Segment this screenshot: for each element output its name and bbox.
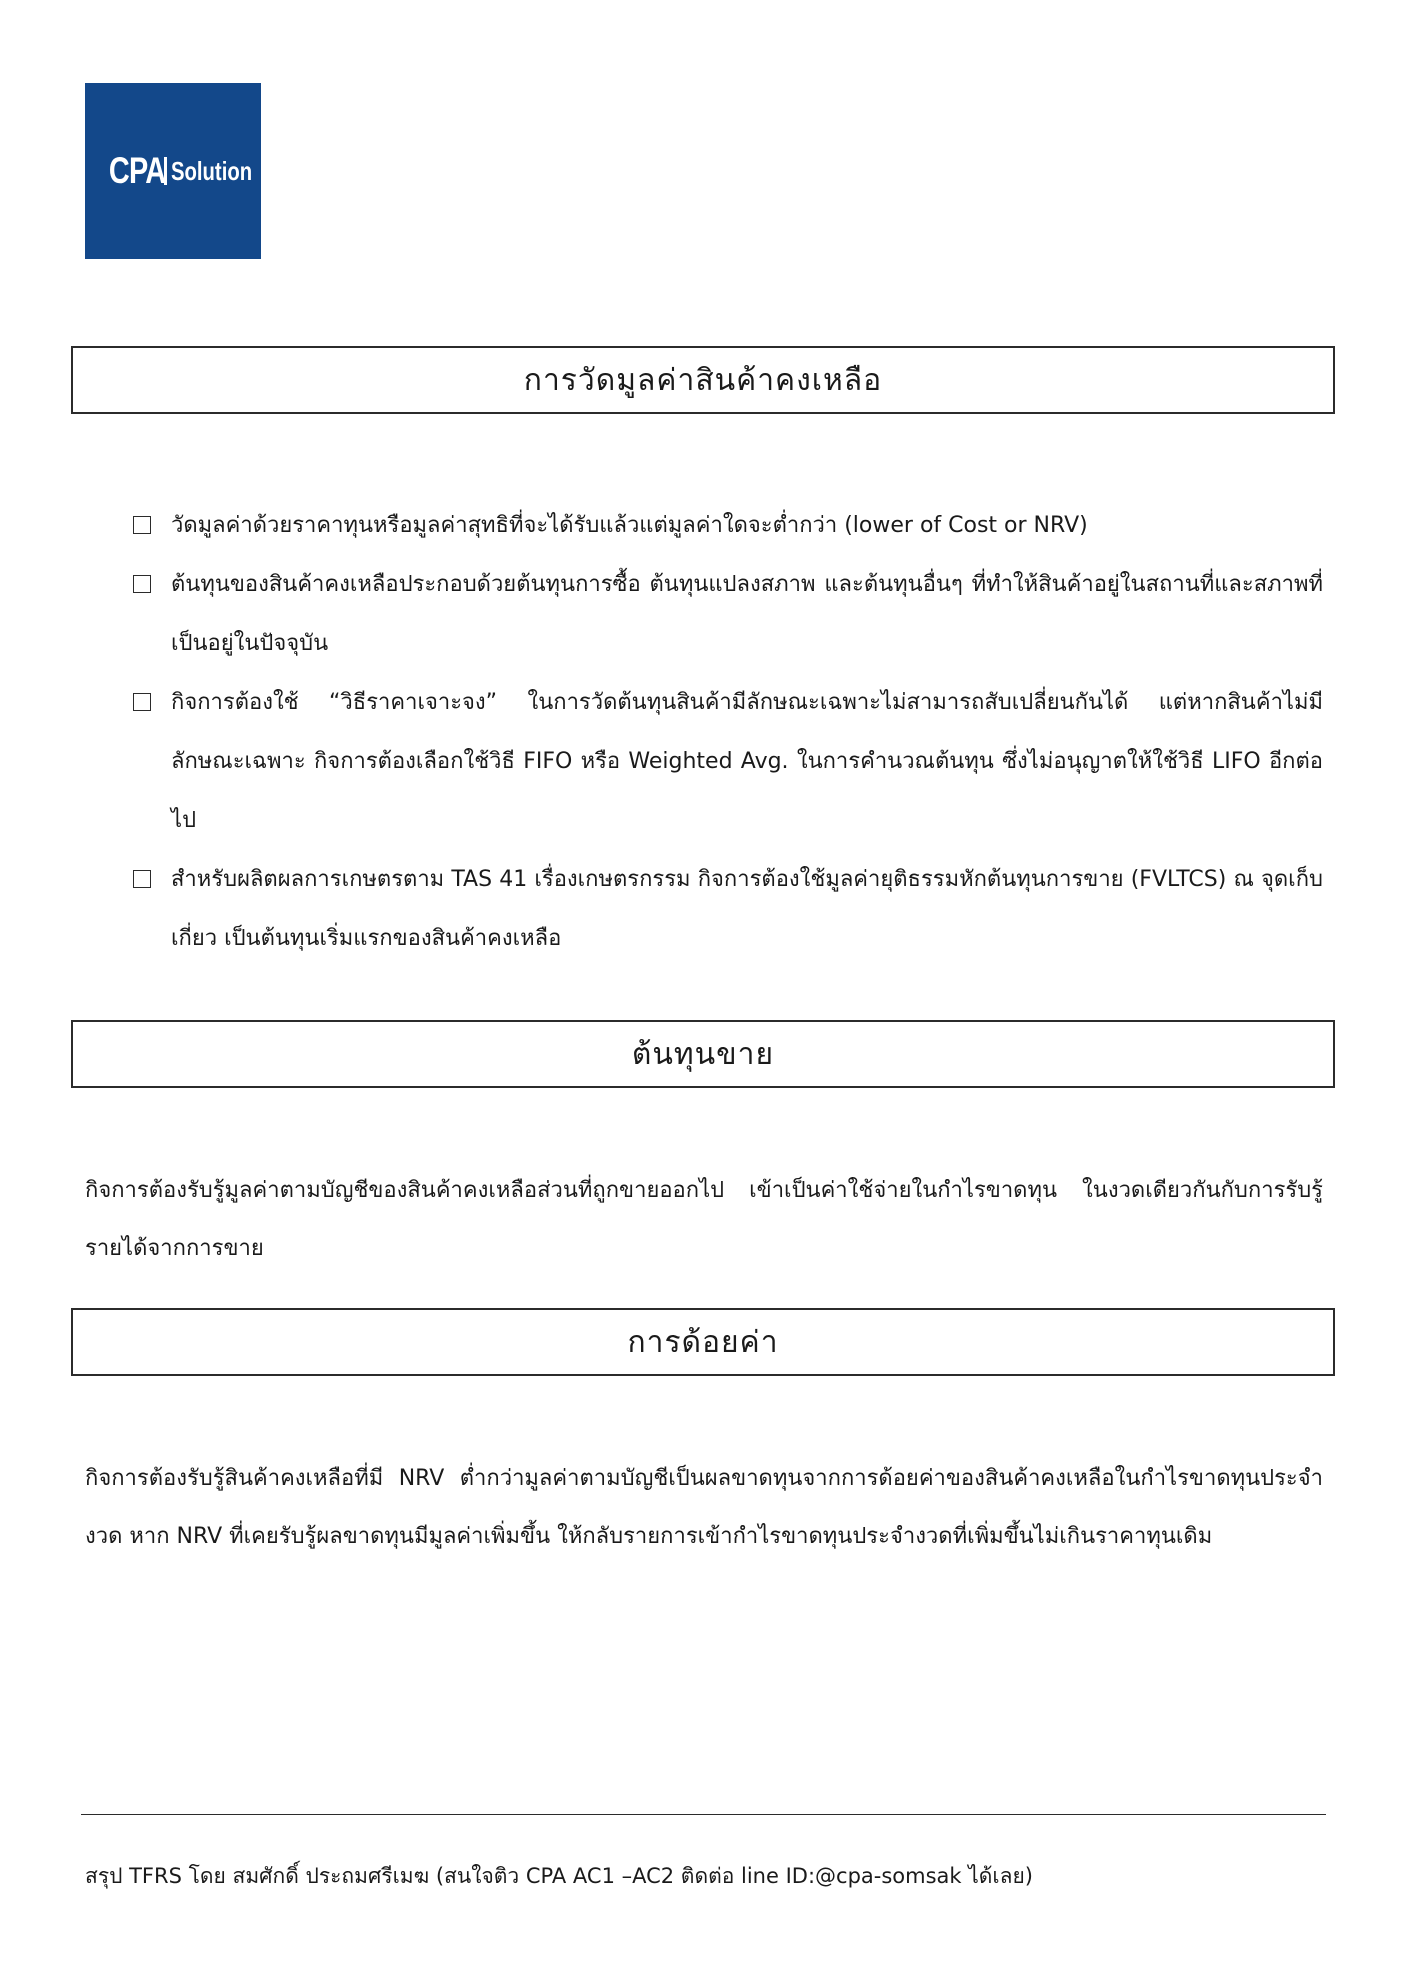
bullet-item [133, 555, 1323, 673]
footer-divider [81, 1814, 1326, 1815]
bullet-text: สำหรับผลิตผลการเกษตรตาม TAS 41 เรื่องเกษตรกรรม กิจการต้องใช้มูลค่ายุติธรรมหักต้นทุนการขาย (FVLTCS) ณ จุดเก็บเกี่ยว เป็นต้นทุนเริ่มแรกของสินค้าคงเหลือ [171, 867, 1323, 951]
footer-text: สรุป TFRS โดย สมศักดิ์ ประถมศรีเมฆ (สนใจติว CPA AC1 –AC2 ติดต่อ line ID:@cpa-somsak ได้เลย) [85, 1864, 1033, 1888]
bullet-item [133, 850, 1323, 968]
checkbox-bullet-icon [133, 693, 151, 711]
bullet-text: วัดมูลค่าด้วยราคาทุนหรือมูลค่าสุทธิที่จะได้รับแล้วแต่มูลค่าใดจะต่ำกว่า (lower of Cost or NRV) [171, 513, 1088, 538]
section-heading-cost-of-sales: ต้นทุนขาย [71, 1020, 1335, 1088]
section-heading-impairment: การด้อยค่า [71, 1308, 1335, 1376]
logo-brand-text: CPA [109, 150, 166, 191]
checkbox-bullet-icon [133, 516, 151, 534]
checkbox-bullet-icon [133, 575, 151, 593]
bullet-text: กิจการต้องใช้ “วิธีราคาเจาะจง” ในการวัดต้นทุนสินค้ามีลักษณะเฉพาะไม่สามารถสับเปลี่ยนกันได้ แต่หากสินค้าไม่มีลักษณะเฉพาะ กิจการต้องเลือกใช้วิธี FIFO หรือ Weighted Avg. ในการคำนวณต้นทุน ซึ่งไม่อนุญาตให้ใช้วิธี LIFO อีกต่อไป [171, 690, 1323, 833]
checkbox-bullet-icon [133, 870, 151, 888]
cost-of-sales-paragraph: กิจการต้องรับรู้มูลค่าตามบัญชีของสินค้าคงเหลือส่วนที่ถูกขายออกไป เข้าเป็นค่าใช้จ่ายในกำไรขาดทุน ในงวดเดียวกันกับการรับรู้รายได้จากการขาย [85, 1178, 1323, 1261]
logo-product-text: Solution [170, 155, 252, 186]
logo-wordmark [93, 150, 252, 192]
bullet-item [133, 673, 1323, 850]
inventory-measurement-bullet-list [133, 496, 1323, 968]
cpa-solution-logo [85, 83, 261, 259]
bullet-item [133, 496, 1323, 555]
impairment-paragraph: กิจการต้องรับรู้สินค้าคงเหลือที่มี NRV ต่ำกว่ามูลค่าตามบัญชีเป็นผลขาดทุนจากการด้อยค่าของสินค้าคงเหลือในกำไรขาดทุนประจำงวด หาก NRV ที่เคยรับรู้ผลขาดทุนมีมูลค่าเพิ่มขึ้น ให้กลับรายการเข้ากำไรขาดทุนประจำงวดที่เพิ่มขึ้นไม่เกินราคาทุนเดิม [85, 1466, 1323, 1549]
bullet-text: ต้นทุนของสินค้าคงเหลือประกอบด้วยต้นทุนการซื้อ ต้นทุนแปลงสภาพ และต้นทุนอื่นๆ ที่ทำให้สินค้าอยู่ในสถานที่และสภาพที่เป็นอยู่ในปัจจุบัน [171, 572, 1323, 656]
section-heading-inventory-measurement: การวัดมูลค่าสินค้าคงเหลือ [71, 346, 1335, 414]
